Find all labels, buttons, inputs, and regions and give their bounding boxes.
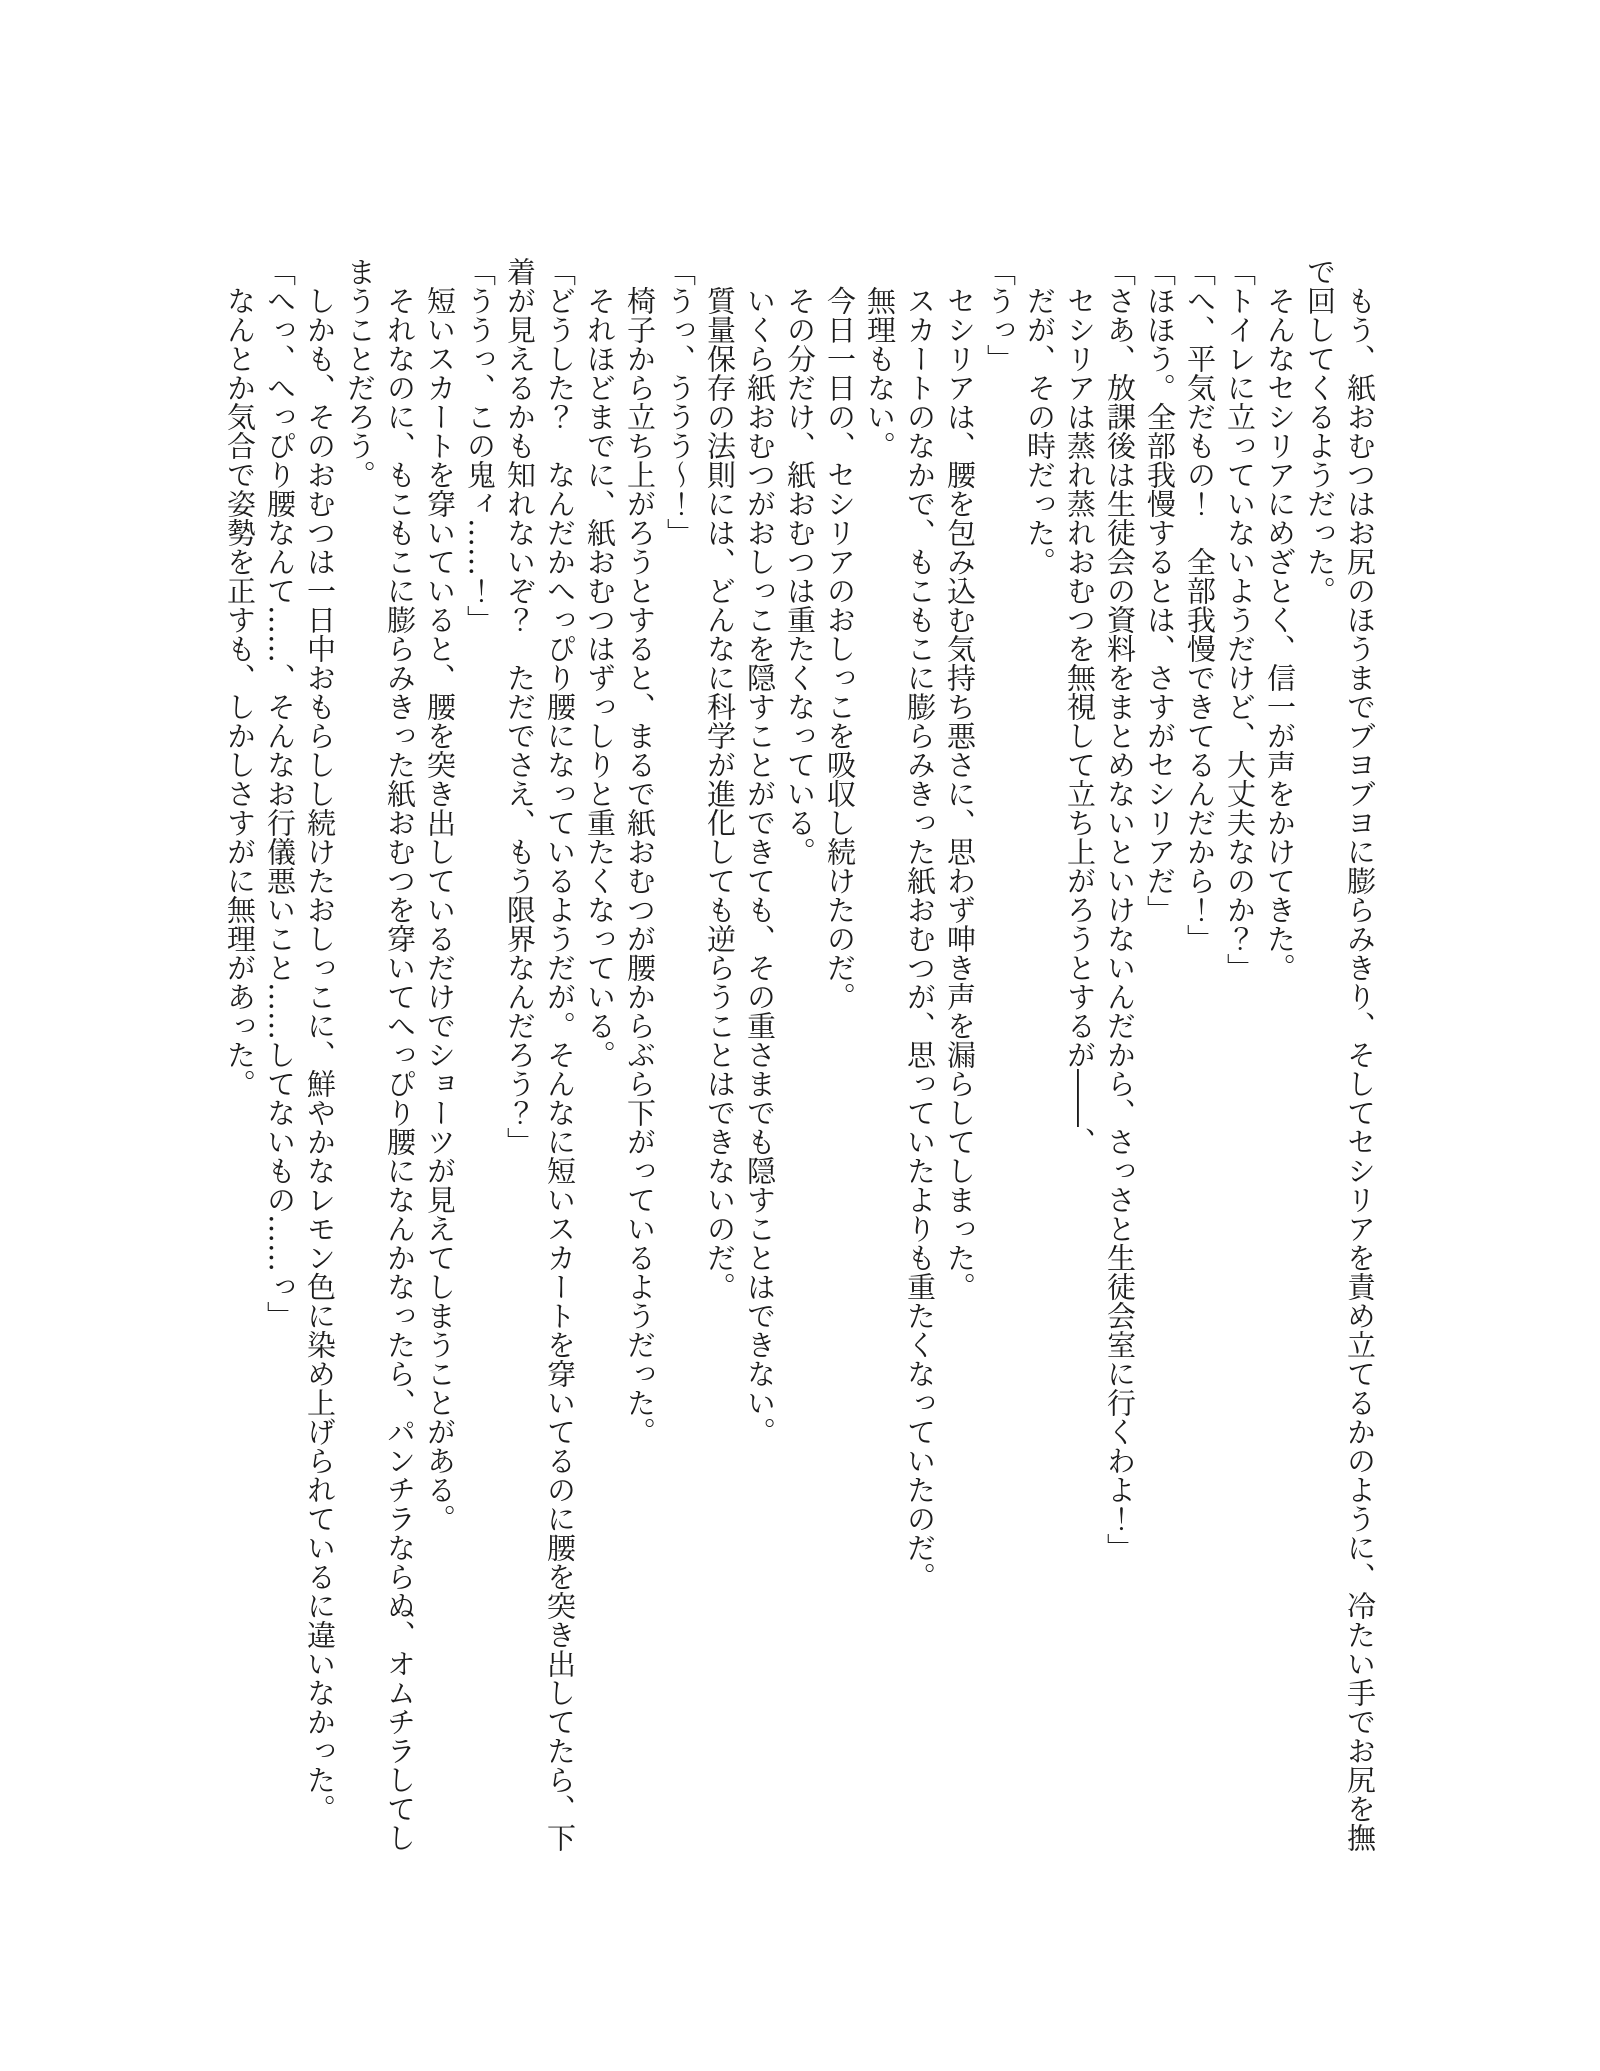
paragraph: 「うっ、ううう～！」 xyxy=(663,257,697,547)
paragraph: いくら紙おむつがおしっこを隠すことができても、その重さまでも隠すことはできない。 xyxy=(743,286,777,1446)
paragraph: 「トイレに立っていないようだけど、大丈夫なのか？」 xyxy=(1223,257,1257,982)
paragraph: セシリアは、腰を包み込む気持ち悪さに、思わず呻き声を漏らしてしまった。 xyxy=(943,286,977,1301)
paragraph: 「ほほう。全部我慢するとは、さすがセシリアだ」 xyxy=(1143,257,1177,924)
paragraph: 質量保存の法則には、どんなに科学が進化しても逆らうことはできないのだ。 xyxy=(703,286,737,1301)
paragraph: その分だけ、紙おむつは重たくなっている。 xyxy=(783,286,817,866)
paragraph: スカートのなかで、もこもこに膨らみきった紙おむつが、思っていたよりも重たくなっていたのだ。 xyxy=(903,286,937,1591)
paragraph: 「へ、平気だもの！ 全部我慢できてるんだから！」 xyxy=(1183,257,1217,953)
paragraph: 無理もない。 xyxy=(863,286,897,460)
paragraph: 「どうした？ なんだかへっぴり腰になっているようだが。そんなに短いスカートを穿いてるのに腰を突き出してたら、下着が見えるかも知れないぞ？ ただでさえ、もう限界なんだろう？」 xyxy=(503,257,577,1852)
paragraph: それなのに、もこもこに膨らみきった紙おむつを穿いてへっぴり腰になんかなったら、パンチラならぬ、オムチラしてしまうことだろう。 xyxy=(343,257,417,1852)
paragraph: 「うっ」 xyxy=(983,257,1017,373)
paragraph: だが、その時だった。 xyxy=(1023,286,1057,576)
paragraph: もう、紙おむつはお尻のほうまでブヨブヨに膨らみきり、そしてセシリアを責め立てるかのように、冷たい手でお尻を撫で回してくるようだった。 xyxy=(1303,257,1377,1852)
paragraph: セシリアは蒸れ蒸れおむつを無視して立ち上がろうとするが――、 xyxy=(1063,286,1097,1156)
paragraph: 椅子から立ち上がろうとすると、まるで紙おむつが腰からぶら下がっているようだった。 xyxy=(623,286,657,1446)
paragraph: しかも、そのおむつは一日中おもらしし続けたおしっこに、鮮やかなレモン色に染め上げられているに違いなかった。 xyxy=(303,286,337,1823)
paragraph: 短いスカートを穿いていると、腰を突き出しているだけでショーツが見えてしまうことがある。 xyxy=(423,286,457,1533)
vertical-text-block xyxy=(220,257,1380,1865)
paragraph: 「さあ、放課後は生徒会の資料をまとめないといけないんだから、さっさと生徒会室に行くわよ！」 xyxy=(1103,257,1137,1562)
paragraph: それほどまでに、紙おむつはずっしりと重たくなっている。 xyxy=(583,286,617,1069)
paragraph: 今日一日の、セシリアのおしっこを吸収し続けたのだ。 xyxy=(823,286,857,1011)
paragraph: そんなセシリアにめざとく、信一が声をかけてきた。 xyxy=(1263,286,1297,982)
paragraph: 「へっ、へっぴり腰なんて……、そんなお行儀悪いこと……してないもの……っ」 xyxy=(263,257,297,1330)
paragraph: なんとか気合で姿勢を正すも、しかしさすがに無理があった。 xyxy=(223,286,257,1098)
paragraph: 「ううっ、この鬼ィ……！」 xyxy=(463,257,497,634)
